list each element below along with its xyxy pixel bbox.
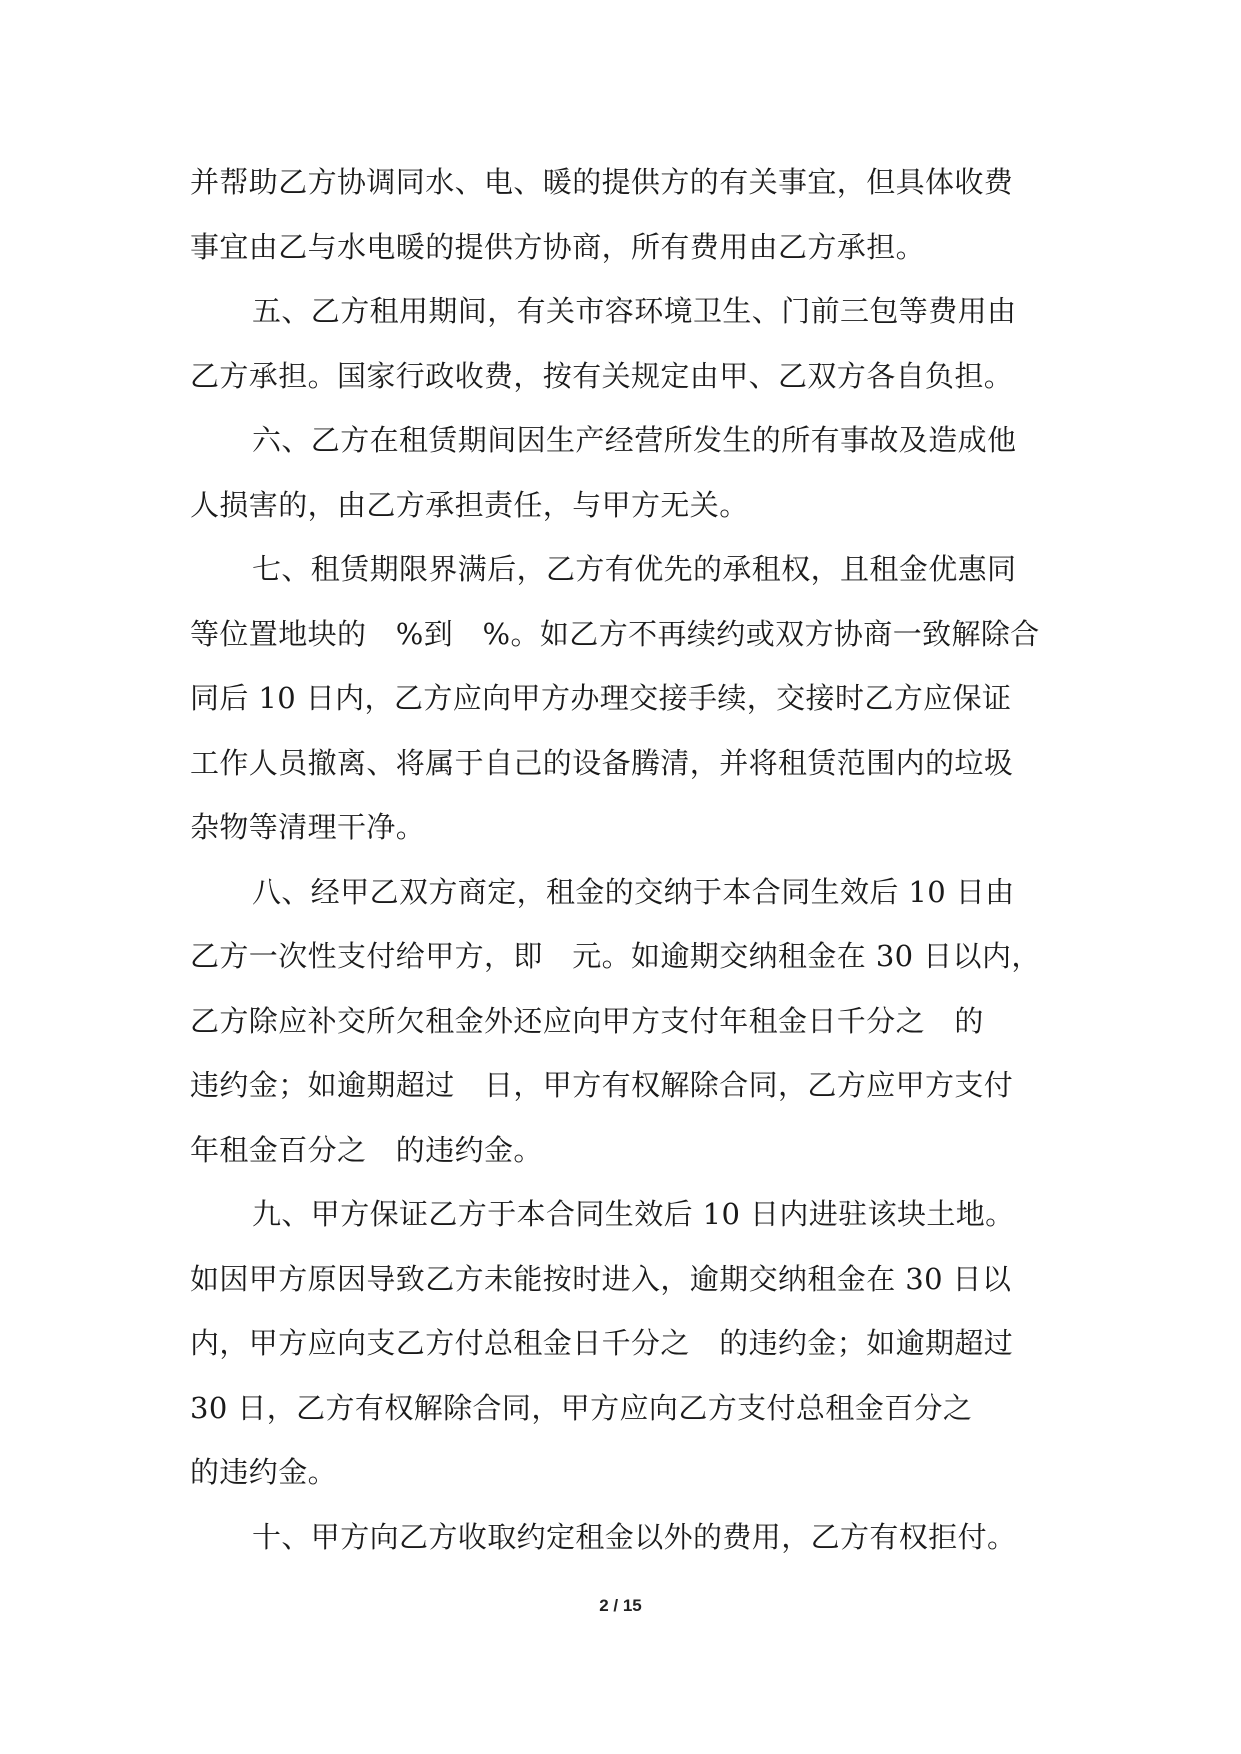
text-line: 并帮助乙方协调同水、电、暖的提供方的有关事宜，但具体收费 <box>190 165 1014 199</box>
clause-10-start: 十、甲方向乙方收取约定租金以外的费用，乙方有权拒付。 <box>252 1519 1017 1554</box>
clause-9-start: 九、甲方保证乙方于本合同生效后 10 日内进驻该块土地。 <box>252 1197 1015 1231</box>
document-body <box>190 150 1056 1569</box>
page-number: 2 / 15 <box>599 1596 642 1615</box>
clause-8-start: 八、经甲乙双方商定，租金的交纳于本合同生效后 10 日由 <box>252 874 1015 909</box>
text-line: 事宜由乙与水电暖的提供方协商，所有费用由乙方承担。 <box>190 229 926 264</box>
text-line: 乙方一次性支付给甲方，即 元。如逾期交纳租金在 30 日以内， <box>190 939 1041 973</box>
text-line: 同后 10 日内，乙方应向甲方办理交接手续，交接时乙方应保证 <box>190 681 1012 715</box>
text-line: 30 日，乙方有权解除合同，甲方应向乙方支付总租金百分之 <box>190 1390 973 1425</box>
text-line: 杂物等清理干净。 <box>190 810 426 844</box>
clause-7-start: 七、租赁期限界满后，乙方有优先的承租权，且租金优惠同 <box>252 552 1017 586</box>
text-line: 乙方除应补交所欠租金外还应向甲方支付年租金日千分之 的 <box>190 1003 984 1038</box>
text-line: 内，甲方应向支乙方付总租金日千分之 的违约金；如逾期超过 <box>190 1326 1014 1360</box>
clause-6-start: 六、乙方在租赁期间因生产经营所发生的所有事故及造成他 <box>252 423 1017 457</box>
text-line: 乙方承担。国家行政收费，按有关规定由甲、乙双方各自负担。 <box>190 358 1014 393</box>
text-line: 年租金百分之 的违约金。 <box>190 1132 543 1167</box>
text-line: 人损害的，由乙方承担责任，与甲方无关。 <box>190 487 749 522</box>
text-line: 等位置地块的 %到 %。如乙方不再续约或双方协商一致解除合 <box>190 616 1040 651</box>
text-line: 违约金；如逾期超过 日，甲方有权解除合同，乙方应甲方支付 <box>190 1068 1014 1102</box>
text-line: 如因甲方原因导致乙方未能按时进入，逾期交纳租金在 30 日以 <box>190 1261 1012 1296</box>
text-line: 的违约金。 <box>190 1455 338 1489</box>
clause-5-start: 五、乙方租用期间，有关市容环境卫生、门前三包等费用由 <box>252 294 1017 328</box>
text-line: 工作人员撤离、将属于自己的设备腾清，并将租赁范围内的垃圾 <box>190 745 1014 780</box>
